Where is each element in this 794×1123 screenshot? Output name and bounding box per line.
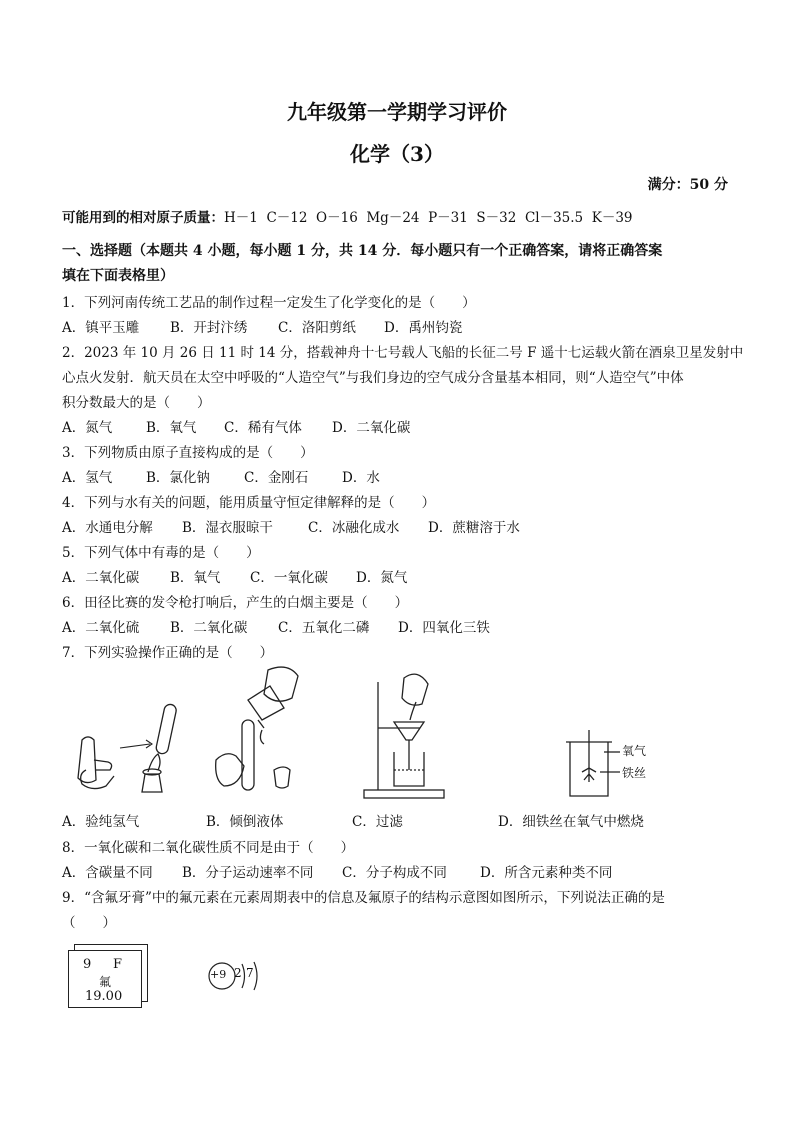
q7-stem: 7．下列实验操作正确的是（ ） [62, 645, 274, 661]
q3-option-c[interactable]: C．金刚石 [244, 470, 309, 486]
element-mass: 19.00 [85, 989, 123, 1004]
q1-stem: 1．下列河南传统工艺品的制作过程一定发生了化学变化的是（ ） [62, 295, 476, 311]
q2-line3: 积分数最大的是（ ） [62, 395, 211, 411]
q3-options [62, 466, 380, 486]
q5-option-c[interactable]: C．一氧化碳 [250, 570, 328, 586]
q9-line1: 9．“含氟牙膏”中的氟元素在元素周期表中的信息及氟原子的结构示意图如图所示，下列说法正确的是 [62, 890, 665, 906]
q1-option-d[interactable]: D．禹州钧瓷 [384, 320, 463, 336]
full-score: 满分：50 分 [647, 177, 728, 193]
q8-option-c[interactable]: C．分子构成不同 [342, 865, 447, 881]
q2-option-d[interactable]: D．二氧化碳 [332, 420, 411, 436]
q6-option-c[interactable]: C．五氧化二磷 [278, 620, 370, 636]
q7-caption-d[interactable]: D．细铁丝在氧气中燃烧 [498, 814, 644, 830]
q1-options [62, 316, 462, 336]
q2-option-b[interactable]: B．氧气 [146, 420, 197, 436]
q8-option-a[interactable]: A．含碳量不同 [62, 865, 153, 881]
q5-options [62, 566, 407, 586]
q4-option-a[interactable]: A．水通电分解 [62, 520, 153, 536]
atom-shell-2: 7 [246, 966, 254, 980]
q9-line2: （ ） [62, 915, 116, 931]
q5-option-d[interactable]: D．氮气 [356, 570, 408, 586]
q3-option-a[interactable]: A．氢气 [62, 470, 113, 486]
q6-options [62, 616, 490, 636]
element-name: 氟 [99, 975, 112, 989]
q2-line2: 心点火发射．航天员在太空中呼吸的“人造空气”与我们身边的空气成分含量基本相同，则“人造空气”中体 [62, 370, 684, 386]
q5-stem: 5．下列气体中有毒的是（ ） [62, 545, 260, 561]
label-oxygen: 氧气 [622, 744, 647, 758]
exam-subtitle: 化学（3） [350, 142, 444, 166]
atomic-mass-values: H－1 C－12 O－16 Mg－24 P－31 S－32 Cl－35.5 K－39 [224, 210, 633, 226]
section-heading-line1: 一、选择题（本题共 4 小题，每小题 1 分，共 14 分．每小题只有一个正确答案，请将正确答案 [62, 243, 663, 259]
q6-option-b[interactable]: B．二氧化碳 [170, 620, 248, 636]
q4-options [62, 516, 520, 536]
q2-option-c[interactable]: C．稀有气体 [224, 420, 302, 436]
q5-option-a[interactable]: A．二氧化碳 [62, 570, 140, 586]
q1-option-c[interactable]: C．洛阳剪纸 [278, 320, 356, 336]
q8-stem: 8．一氧化碳和二氧化碳性质不同是由于（ ） [62, 840, 355, 856]
q6-option-a[interactable]: A．二氧化硫 [62, 620, 140, 636]
q3-option-b[interactable]: B．氯化钠 [146, 470, 210, 486]
q2-options [62, 416, 410, 436]
q3-option-d[interactable]: D．水 [342, 470, 380, 486]
q6-option-d[interactable]: D．四氧化三铁 [398, 620, 490, 636]
q7-caption-b[interactable]: B．倾倒液体 [206, 814, 284, 830]
section-heading-line2: 填在下面表格里） [62, 268, 174, 284]
atom-shell-1: 2 [234, 966, 242, 980]
atomic-mass-line [62, 206, 633, 226]
q3-stem: 3．下列物质由原子直接构成的是（ ） [62, 445, 314, 461]
fig-a-test-hydrogen [72, 700, 192, 800]
q2-line1: 2．2023 年 10 月 26 日 11 时 14 分，搭载神舟十七号载人飞船的长征二号 F 遥十七运载火箭在酒泉卫星发射中 [62, 345, 744, 361]
element-number: 9 [83, 957, 92, 972]
q4-option-c[interactable]: C．冰融化成水 [308, 520, 400, 536]
q5-option-b[interactable]: B．氧气 [170, 570, 221, 586]
atom-nucleus: +9 [210, 968, 227, 981]
exam-title: 九年级第一学期学习评价 [287, 100, 507, 124]
q8-options [62, 861, 612, 881]
q8-option-d[interactable]: D．所含元素种类不同 [480, 865, 613, 881]
q4-option-d[interactable]: D．蔗糖溶于水 [428, 520, 520, 536]
label-iron-wire: 铁丝 [622, 766, 647, 780]
q7-caption-c[interactable]: C．过滤 [352, 814, 403, 830]
q1-option-b[interactable]: B．开封汴绣 [170, 320, 248, 336]
periodic-cell-fluorine [68, 950, 142, 1008]
fig-c-filtration [360, 672, 460, 802]
q6-stem: 6．田径比赛的发令枪打响后，产生的白烟主要是（ ） [62, 595, 409, 611]
atomic-mass-label: 可能用到的相对原子质量： [62, 210, 224, 226]
fig-b-pour-liquid [208, 660, 318, 800]
q4-stem: 4．下列与水有关的问题，能用质量守恒定律解释的是（ ） [62, 495, 436, 511]
q1-option-a[interactable]: A．镇平玉雕 [62, 320, 140, 336]
q8-option-b[interactable]: B．分子运动速率不同 [182, 865, 314, 881]
q4-option-b[interactable]: B．湿衣服晾干 [182, 520, 273, 536]
element-symbol: F [113, 957, 123, 972]
q7-caption-a[interactable]: A．验纯氢气 [62, 814, 140, 830]
q2-option-a[interactable]: A．氮气 [62, 420, 113, 436]
